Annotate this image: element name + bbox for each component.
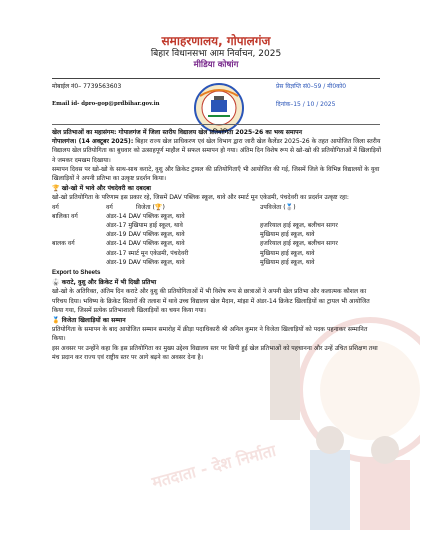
col-header-group: वर्ग (106, 203, 113, 211)
col-header-runner-up: उपविजेता (🥈) (260, 203, 296, 211)
age-cell: अंडर-19 (106, 258, 127, 266)
runner-cell: हजरियाल हाई स्कूल, बलीचन सागर (260, 222, 338, 230)
winner-name: DAV पब्लिक स्कूल, थावे (128, 240, 185, 248)
runner-cell: मुखियाम हाई स्कूल, थावे (260, 258, 315, 266)
table-row (52, 249, 382, 258)
mobile-number: मोबाईल नं0– 7739563603 (52, 83, 122, 90)
honour-text: प्रतियोगिता के समापन के बाद आयोजित सम्मान समारोह में क्रीड़ा पदाधिकारी श्री अनिल कुमार ने विजेता खिलाड़ियों को पदक पहनाकर सम्मानित किया। (52, 326, 368, 343)
kho-kho-text: खो-खो प्रतियोगिता के परिणाम इस प्रकार रहे, जिसमें DAV पब्लिक स्कूल, थावे और स्मार्ट मून एकेडमी, पंचदेवरी का प्रदर्शन उत्कृष्ट रहा: (52, 194, 349, 202)
contact-info (52, 82, 164, 118)
dateline: गोपालगंज। (14 अक्टूबर 2025): (52, 138, 134, 146)
release-info (276, 82, 382, 118)
election-subtitle: बिहार विधानसभा आम निर्वाचन, 2025 (150, 49, 282, 59)
winner-name: मुखियाम हाई स्कूल, थावे (128, 222, 183, 230)
winner-name: DAV पब्लिक स्कूल, थावे (128, 231, 185, 239)
email-address: Email id- dpro-gop@prdbihar.gov.in (52, 101, 160, 107)
results-table-header (52, 203, 382, 212)
closing-text: इस अवसर पर उन्होंने कहा कि इस प्रतियोगिता का मुख्य उद्देश्य विद्यालय स्तर पर छिपी हुई खेल प्रतिभाओं को पहचानना और उन्हें उचित प्रशिक्षण तथा मंच प्रदान कर राज्य एवं राष्ट्रीय स्तर पर आगे बढ़ने का अवसर देना है। (52, 344, 378, 361)
info-divider (52, 124, 380, 125)
results-group-girls (52, 212, 382, 240)
export-to-sheets-link[interactable]: Export to Sheets (52, 269, 101, 277)
winner-cell (106, 249, 260, 258)
table-row (52, 221, 382, 230)
table-row (52, 230, 382, 239)
release-number: प्रेस विज्ञप्ति सं0–59 / मी0को0 (276, 83, 347, 90)
intro-paragraph (52, 137, 382, 165)
header-divider (52, 78, 380, 79)
watermark-text: मतदाता - देश निर्माता (149, 440, 278, 493)
age-cell: अंडर-19 (106, 231, 127, 239)
kho-kho-heading: 🏆 खो-खो में भावे और पंचदेवरी का दबदबा (52, 185, 152, 193)
table-row (52, 239, 382, 248)
second-paragraph: समापन दिवस पर खो-खो के साथ-साथ कराटे, वुशु और क्रिकेट ट्रायल की प्रतियोगिताएँ भी आयोजित की गई, जिसमें जिले के विभिन्न विद्यालयों के युवा खिलाड़ियों ने अपनी प्रतिभा का उत्कृष्ट प्रदर्शन किया। (52, 165, 380, 183)
karate-heading: 🥋 कराटे, वुशु और क्रिकेट में भी दिखी प्रतिभा (52, 279, 157, 287)
age-cell: अंडर-17 (106, 249, 127, 257)
runner-cell: मुखियाम हाई स्कूल, थावे (260, 231, 315, 239)
col-header-category: वर्ग (52, 203, 59, 211)
results-group-boys (52, 239, 382, 267)
election-logo (178, 82, 260, 134)
winner-cell (106, 221, 260, 230)
runner-cell: हजरियाल हाई स्कूल, बलीचन सागर (260, 240, 338, 248)
winner-cell (106, 258, 260, 267)
organization-name: समाहरणालय, गोपालगंज (161, 34, 271, 48)
letterhead (0, 34, 432, 71)
col-header-winner: विजेता (🏆) (136, 203, 165, 211)
winner-cell (106, 239, 260, 248)
release-date: दिनांक–15 / 10 / 2025 (276, 101, 336, 108)
table-row (52, 258, 382, 267)
release-title: खेल प्रतिभाओं का महासंगम: गोपालगंज में जिला स्तरीय विद्यालय खेल प्रतियोगिता 2025-26 का भव्य समापन (52, 129, 302, 136)
winner-cell: DAV पब्लिक स्कूल, थावे (128, 212, 185, 220)
press-release-body (52, 128, 382, 362)
intro-text: बिहार राज्य खेल प्राधिकरण एवं खेल विभाग द्वारा जारी खेल कैलेंडर 2025-26 के तहत आयोजित जिला स्तरीय विद्यालय खेल प्रतियोगिता का बुधवार को उत्साहपूर्ण माहौल में सफल समापन हो गया। अंतिम दिन विशेष रूप से खो-खो की प्रतियोगिताओं में खिलाड़ियों ने जमकर दमखम दिखाया। (52, 138, 382, 164)
winner-cell (106, 230, 260, 239)
group-label: बालिका वर्ग (52, 212, 78, 220)
winner-name: स्मार्ट मून एकेडमी, पंचदेवरी (128, 249, 189, 257)
table-row (52, 212, 382, 221)
runner-cell: मुखियाम हाई स्कूल, थावे (260, 249, 315, 257)
karate-text: खो-खो के अतिरिक्त, अंतिम दिन कराटे और वुशु की प्रतियोगिताओं में भी विशेष रूप से छात्राओं ने अपनी खेल प्रतिभा और कलात्मक कौशल का परिचय दिया। भविष्य के क्रिकेट सितारों की तलाश में थावे उच्च विद्यालय खेल मैदान, मांझा में अंडर-14 क्रिकेट खिलाड़ियों का ट्रायल भी आयोजित किया गया, जिसमें प्रत्येक प्रतिभाशाली खिलाड़ियों का चयन किया गया। (52, 288, 370, 314)
winner-name: DAV पब्लिक स्कूल, थावे (128, 258, 185, 266)
group-label: बालक वर्ग (52, 240, 75, 248)
media-cell-label: मीडिया कोषांग (193, 60, 239, 70)
age-cell: अंडर-14 (106, 240, 127, 248)
age-cell: अंडर-14 (106, 212, 127, 220)
age-cell: अंडर-17 (106, 222, 127, 230)
honour-heading: 🏅 विजेता खिलाड़ियों का सम्मान (52, 317, 126, 325)
